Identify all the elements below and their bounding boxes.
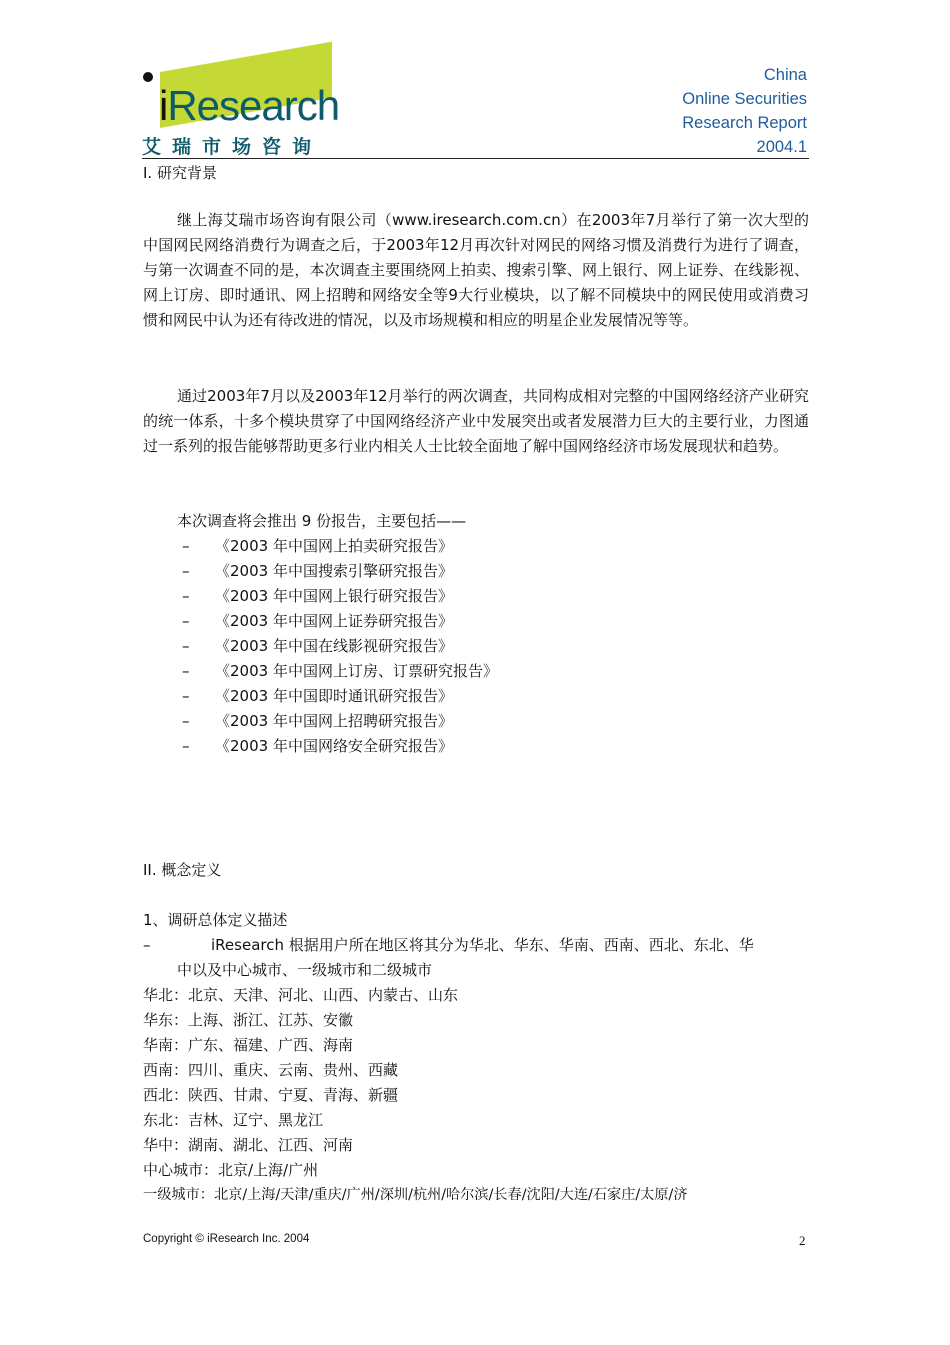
list-item: 《2003 年中国网上银行研究报告》 <box>215 587 453 605</box>
region-item: 西北：陕西、甘肃、宁夏、青海、新疆 <box>143 1086 399 1104</box>
list-dash: – <box>182 637 190 655</box>
region-description-line1: iResearch 根据用户所在地区将其分为华北、华东、华南、西南、西北、东北、华 <box>211 936 754 954</box>
section-heading-background: I. 研究背景 <box>143 164 217 182</box>
logo-dot <box>143 72 153 82</box>
list-dash: – <box>182 737 190 755</box>
list-dash: – <box>182 687 190 705</box>
region-item: 西南：四川、重庆、云南、贵州、西藏 <box>143 1061 399 1079</box>
report-title-block <box>682 63 807 159</box>
list-item: 《2003 年中国在线影视研究报告》 <box>215 637 453 655</box>
report-title-line: Research Report <box>682 114 807 132</box>
list-item: 《2003 年中国搜索引擎研究报告》 <box>215 562 453 580</box>
region-item: 华中：湖南、湖北、江西、河南 <box>143 1136 354 1154</box>
list-item: 《2003 年中国网络安全研究报告》 <box>215 737 453 755</box>
desc-dash: – <box>143 936 151 954</box>
list-dash: – <box>182 662 190 680</box>
region-item: 东北：吉林、辽宁、黑龙江 <box>143 1111 324 1129</box>
region-item: 华南：广东、福建、广西、海南 <box>143 1036 354 1054</box>
region-description-line2: 中以及中心城市、一级城市和二级城市 <box>177 961 433 979</box>
list-dash: – <box>182 712 190 730</box>
list-item: 《2003 年中国网上招聘研究报告》 <box>215 712 453 730</box>
list-item: 《2003 年中国即时通讯研究报告》 <box>215 687 453 705</box>
region-item: 一级城市：北京/上海/天津/重庆/广州/深圳/杭州/哈尔滨/长春/沈阳/大连/石家庄/太原/济 <box>143 1187 688 1203</box>
section-heading-definitions: II. 概念定义 <box>143 861 222 879</box>
page-number: 2 <box>799 1233 806 1248</box>
list-dash: – <box>182 587 190 605</box>
subsection-heading: 1、调研总体定义描述 <box>143 911 288 929</box>
report-date: 2004.1 <box>756 138 807 156</box>
list-item: 《2003 年中国网上证券研究报告》 <box>215 612 453 630</box>
region-item: 华北：北京、天津、河北、山西、内蒙古、山东 <box>143 986 459 1004</box>
list-dash: – <box>182 562 190 580</box>
report-list-intro: 本次调查将会推出 9 份报告，主要包括—— <box>177 512 467 530</box>
region-item: 中心城市：北京/上海/广州 <box>143 1161 319 1179</box>
list-dash: – <box>182 612 190 630</box>
system-paragraph: 通过2003年7月以及2003年12月举行的两次调查，共同构成相对完整的中国网络经济产业研究的统一体系，十多个模块贯穿了中国网络经济产业中发展突出或者发展潜力巨大的主要行业，力图通过一系列的报告能够帮助更多行业内相关人士比较全面地了解中国网络经济市场发展现状和趋势。 <box>143 387 809 455</box>
list-item: 《2003 年中国网上拍卖研究报告》 <box>215 537 453 555</box>
copyright-notice: Copyright © iResearch Inc. 2004 <box>143 1233 310 1245</box>
report-title-line: China <box>763 66 807 84</box>
report-title-line: Online Securities <box>682 90 807 108</box>
company-logo <box>142 70 342 160</box>
list-dash: – <box>182 537 190 555</box>
list-item: 《2003 年中国网上订房、订票研究报告》 <box>215 662 498 680</box>
logo-chinese-name: 艾瑞市场咨询 <box>142 136 323 158</box>
logo-wordmark: iResearch <box>159 82 340 129</box>
region-item: 华东：上海、浙江、江苏、安徽 <box>143 1011 354 1029</box>
header-divider <box>142 158 809 159</box>
intro-paragraph: 继上海艾瑞市场咨询有限公司（www.iresearch.com.cn）在2003年7月举行了第一次大型的中国网民网络消费行为调查之后，于2003年12月再次针对网民的网络习惯及消费行为进行了调查，与第一次调查不同的是，本次调查主要围绕网上拍卖、搜索引擎、网上银行、网上证券、在线影视、网上订房、即时通讯、网上招聘和网络安全等9大行业模块，以了解不同模块中的网民使用或消费习惯和网民中认为还有待改进的情况，以及市场规模和相应的明星企业发展情况等等。 <box>143 211 809 329</box>
